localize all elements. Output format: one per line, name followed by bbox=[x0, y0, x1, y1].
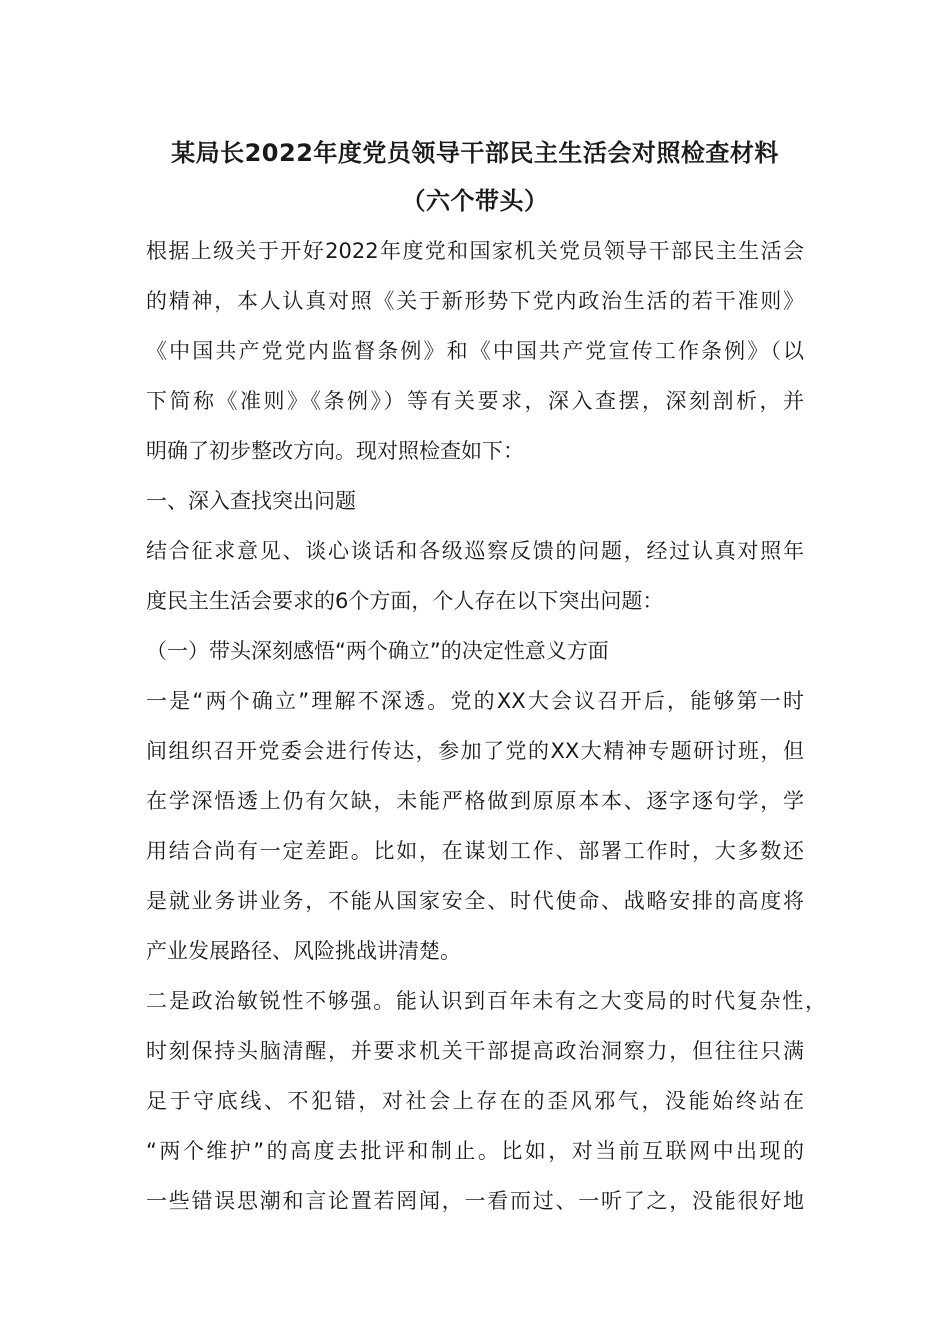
subsection-heading: （一）带头深刻感悟“两个确立”的决定性意义方面 bbox=[146, 639, 609, 663]
paragraph-line: 的精神，本人认真对照《关于新形势下党内政治生活的若干准则》 bbox=[146, 289, 804, 313]
paragraph-line: 一些错误思潮和言论置若罔闻，一看而过、一听了之，没能很好地 bbox=[146, 1189, 804, 1213]
paragraph-line: 时刻保持头脑清醒，并要求机关干部提高政治洞察力，但往往只满 bbox=[146, 1039, 804, 1063]
paragraph-line: “两个维护”的高度去批评和制止。比如，对当前互联网中出现的 bbox=[146, 1139, 804, 1163]
document-subtitle: （六个带头） bbox=[401, 187, 549, 215]
paragraph-line: 《中国共产党党内监督条例》和《中国共产党宣传工作条例》（以 bbox=[146, 339, 804, 363]
paragraph-line: 二是政治敏锐性不够强。能认识到百年未有之大变局的时代复杂性， bbox=[146, 989, 826, 1013]
paragraph-line: 下简称《准则》《条例》）等有关要求，深入查摆，深刻剖析，并 bbox=[146, 389, 804, 413]
paragraph-line: 根据上级关于开好2022年度党和国家机关党员领导干部民主生活会 bbox=[146, 239, 804, 263]
paragraph-line: 足于守底线、不犯错，对社会上存在的歪风邪气，没能始终站在 bbox=[146, 1089, 804, 1113]
paragraph-line: 一是“两个确立”理解不深透。党的XX大会议召开后，能够第一时 bbox=[146, 689, 804, 713]
document-title: 某局长2022年度党员领导干部民主生活会对照检查材料 bbox=[171, 139, 779, 167]
paragraph-line: 度民主生活会要求的6个方面，个人存在以下突出问题： bbox=[146, 589, 664, 613]
paragraph-line: 在学深悟透上仍有欠缺，未能严格做到原原本本、逐字逐句学，学 bbox=[146, 789, 804, 813]
paragraph-line: 是就业务讲业务，不能从国家安全、时代使命、战略安排的高度将 bbox=[146, 889, 804, 913]
paragraph-line: 结合征求意见、谈心谈话和各级巡察反馈的问题，经过认真对照年 bbox=[146, 539, 804, 563]
paragraph-line: 产业发展路径、风险挑战讲清楚。 bbox=[146, 939, 461, 963]
paragraph-line: 用结合尚有一定差距。比如，在谋划工作、部署工作时，大多数还 bbox=[146, 839, 804, 863]
section-heading: 一、深入查找突出问题 bbox=[146, 489, 356, 513]
paragraph-line: 明确了初步整改方向。现对照检查如下： bbox=[146, 439, 524, 463]
paragraph-line: 间组织召开党委会进行传达，参加了党的XX大精神专题研讨班，但 bbox=[146, 739, 804, 763]
